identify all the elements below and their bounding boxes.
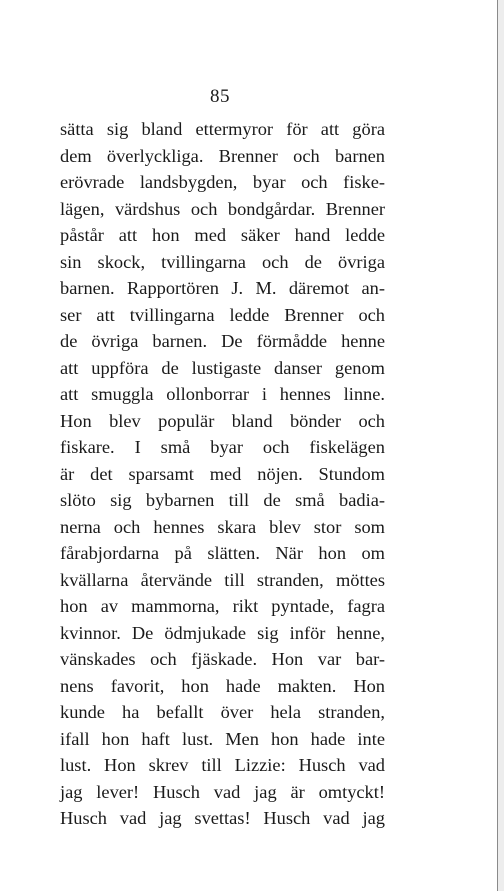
text-line: barnen. Rapportören J. M. däremot an- [60, 278, 385, 298]
text-line: dem överlyckliga. Brenner och barnen [60, 145, 385, 166]
text-line: lust. Hon skrev till Lizzie: Husch vad [60, 755, 385, 775]
text-line: nerna och hennes skara blev stor som [60, 516, 385, 537]
text-line: lägen, värdshus och bondgårdar. Brenner [60, 198, 385, 219]
text-line: kvinnor. De ödmjukade sig inför henne, [60, 622, 385, 643]
text-line: erövrade landsbygden, byar och fiske- [60, 172, 385, 192]
text-line: hon av mammorna, rikt pyntade, fagra [60, 596, 385, 616]
text-line: fiskare. I små byar och fiskelägen [60, 437, 385, 457]
text-line: fårabjordarna på slätten. När hon om [60, 543, 385, 563]
text-line: sin skock, tvillingarna och de övriga [60, 251, 385, 272]
text-line: ser att tvillingarna ledde Brenner och [60, 304, 385, 325]
text-line: kunde ha befallt över hela stranden, [60, 702, 385, 722]
text-line: att smuggla ollonborrar i hennes linne. [60, 384, 385, 404]
text-line: är det sparsamt med nöjen. Stundom [60, 463, 385, 484]
text-line: påstår att hon med säker hand ledde [60, 225, 385, 245]
text-line: nens favorit, hon hade makten. Hon [60, 675, 385, 696]
text-line: kvällarna återvände till stranden, möttes [60, 569, 385, 590]
text-line: Hon blev populär bland bönder och [60, 410, 385, 431]
text-line: ifall hon haft lust. Men hon hade inte [60, 728, 385, 749]
text-line: de övriga barnen. De förmådde henne [60, 331, 385, 351]
text-line: vänskades och fjäskade. Hon var bar- [60, 649, 385, 669]
body-text [60, 116, 385, 832]
page-edge-border [497, 0, 504, 891]
text-line: sätta sig bland ettermyror för att göra [60, 119, 385, 139]
text-line: Husch vad jag svettas! Husch vad jag [60, 808, 385, 828]
page-number: 85 [210, 86, 230, 107]
text-line: slöto sig bybarnen till de små badia- [60, 490, 385, 510]
text-line: jag lever! Husch vad jag är omtyckt! [60, 781, 385, 802]
text-line: att uppföra de lustigaste danser genom [60, 357, 385, 378]
